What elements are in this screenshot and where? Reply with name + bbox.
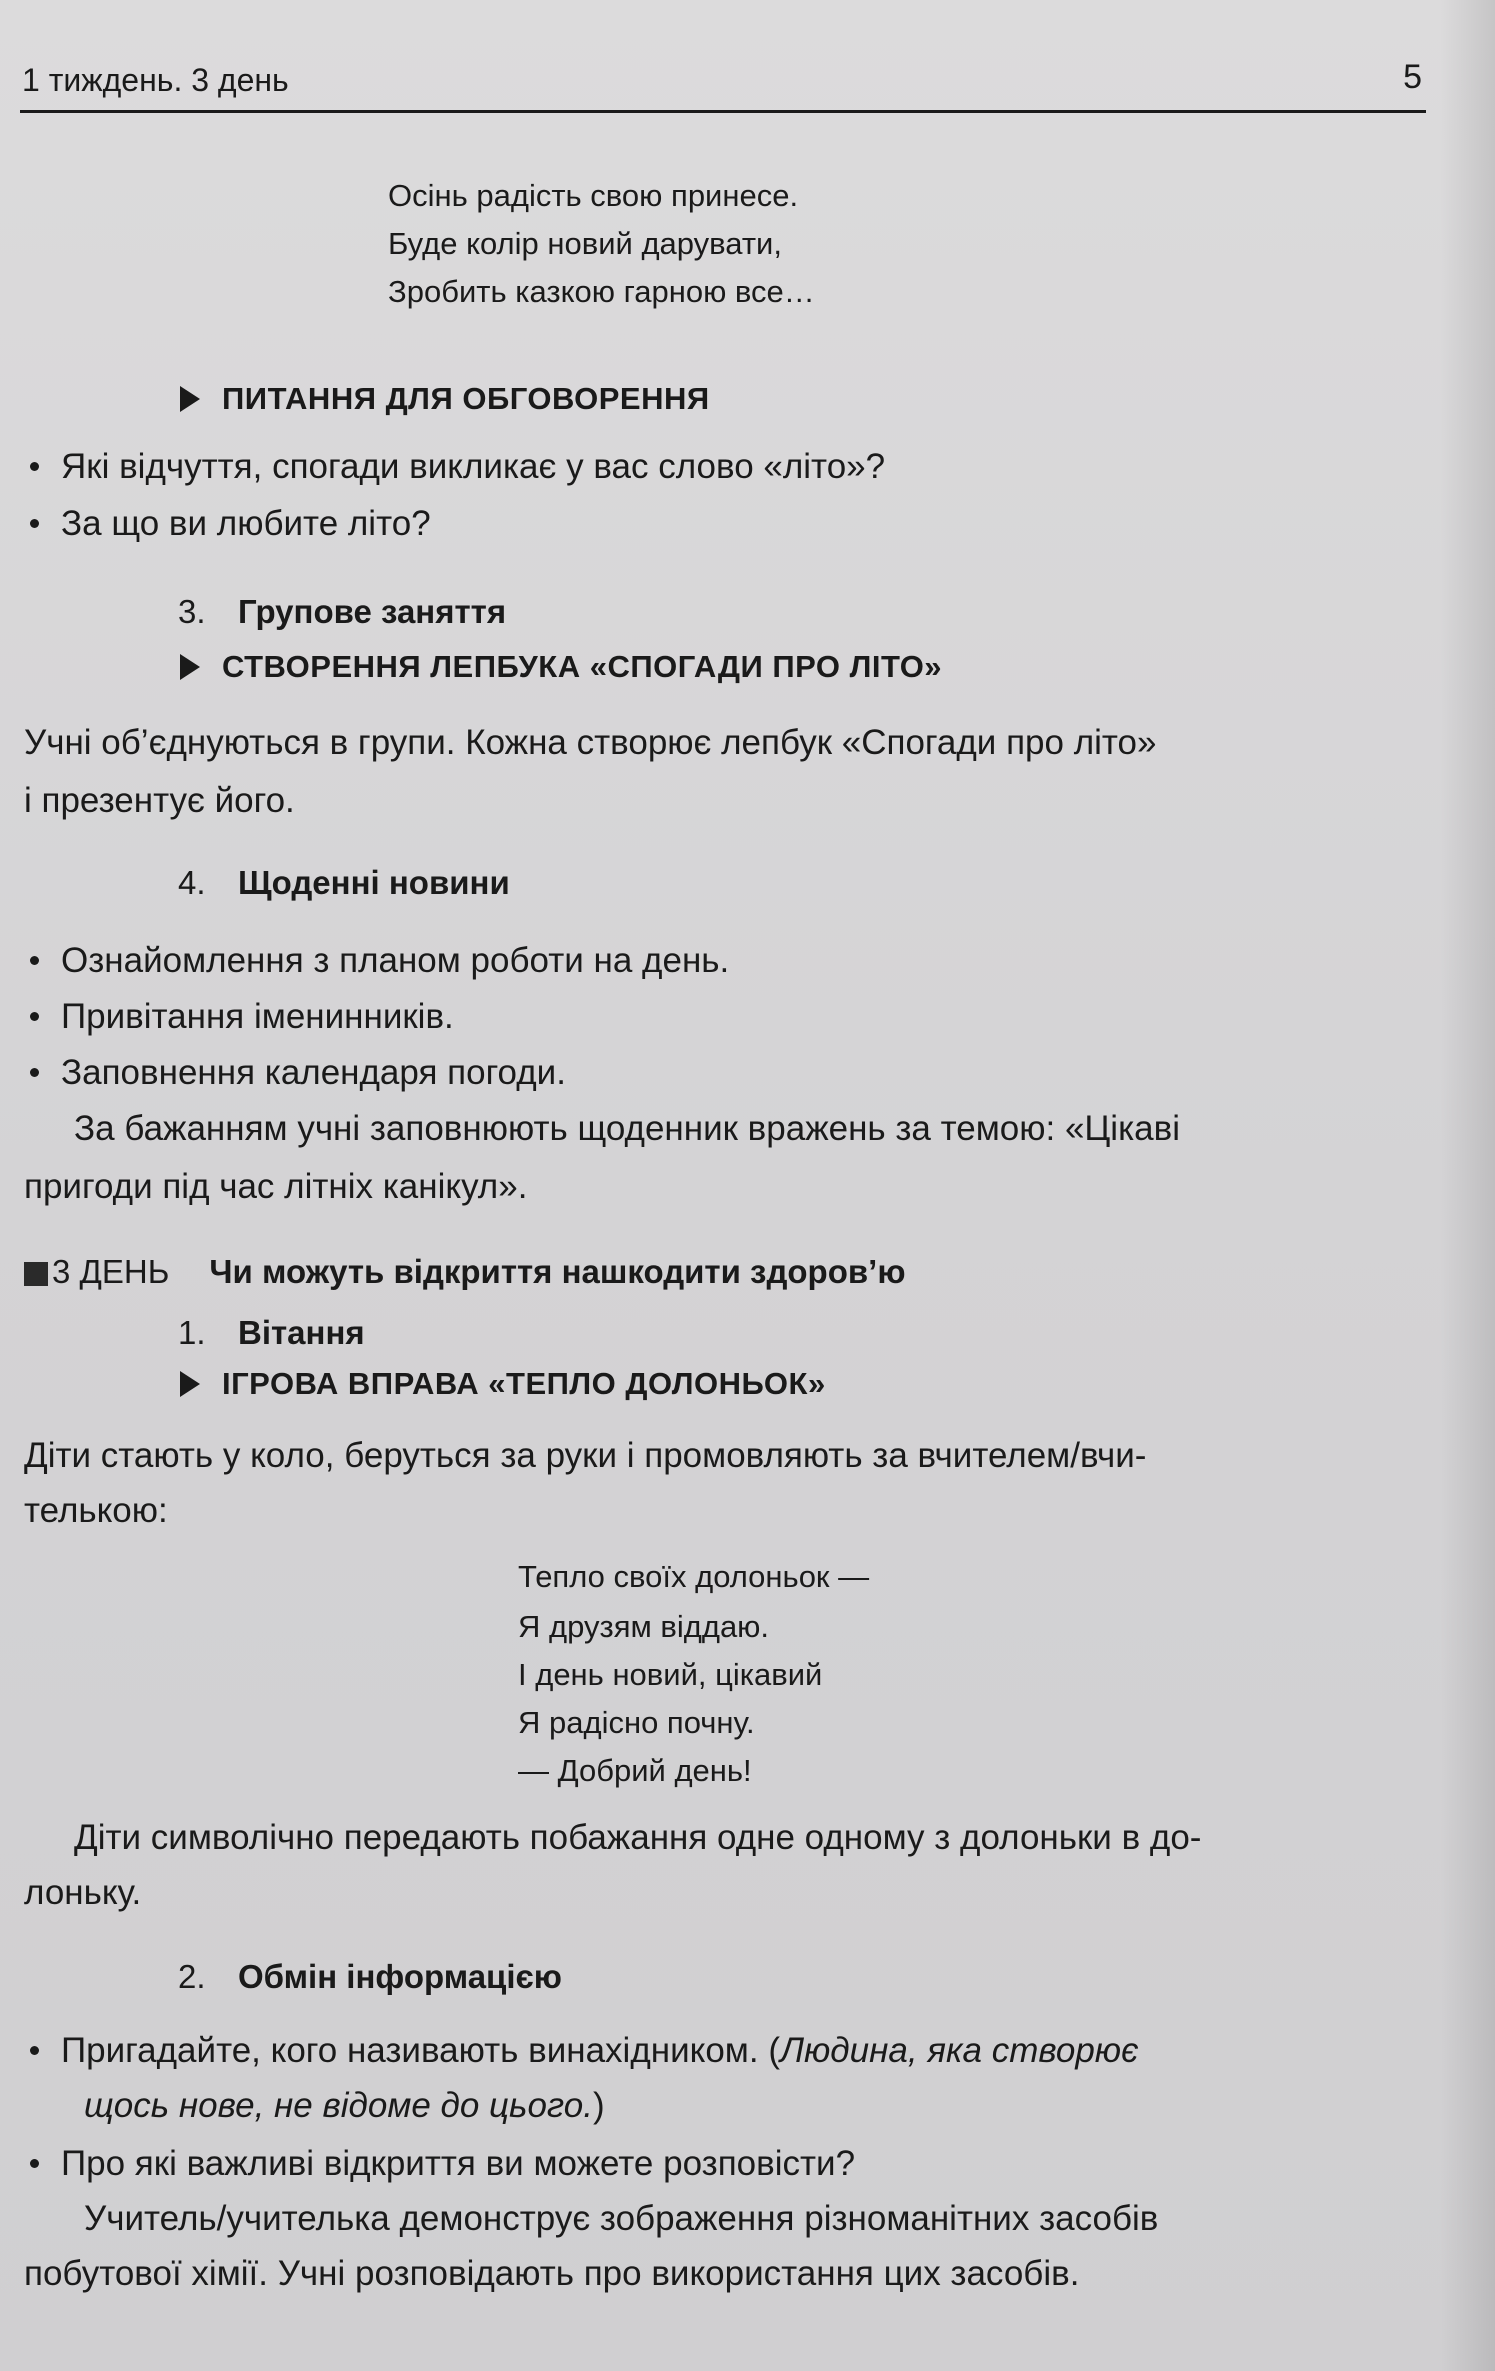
news-item: Ознайомлення з планом роботи на день. <box>30 940 729 982</box>
triangle-bullet-icon <box>180 1371 200 1397</box>
bullet-icon <box>30 519 39 528</box>
page-number: 5 <box>1403 58 1422 96</box>
discussion-question: Які відчуття, спогади викликає у вас слово «літо»? <box>30 446 885 488</box>
group-activity-heading: СТВОРЕННЯ ЛЕПБУКА «СПОГАДИ ПРО ЛІТО» <box>180 648 942 685</box>
running-title: 1 тиждень. 3 день <box>22 62 289 98</box>
group-text: і презентує його. <box>24 781 295 820</box>
bullet-icon <box>30 462 39 471</box>
page-header <box>22 52 1422 108</box>
poem2-line: — Добрий день! <box>518 1753 752 1788</box>
exchange-question-continuation: щось нове, не відоме до цього.) <box>84 2086 605 2125</box>
wishes-text: лоньку. <box>24 1873 142 1912</box>
section-group-heading: 3. Групове заняття <box>178 593 507 630</box>
news-item: Заповнення календаря погоди. <box>30 1052 566 1094</box>
page-edge-shadow <box>1440 0 1495 2371</box>
square-marker-icon <box>24 1262 48 1286</box>
group-text: Учні об’єднуються в групи. Кожна створює лепбук «Спогади про літо» <box>24 723 1157 762</box>
bullet-icon <box>30 956 39 965</box>
news-item: Привітання іменинників. <box>30 996 454 1038</box>
section-greeting-heading: 1. Вітання <box>178 1314 365 1351</box>
poem2-line: І день новий, цікавий <box>518 1657 823 1692</box>
news-text: За бажанням учні заповнюють щоденник вражень за темою: «Цікаві <box>74 1109 1180 1148</box>
news-text: пригоди під час літніх канікул». <box>24 1167 528 1206</box>
day-heading: 3 ДЕНЬ Чи можуть відкриття нашкодити здоров’ю <box>24 1252 906 1292</box>
poem2-line: Я радісно почну. <box>518 1705 755 1740</box>
bullet-icon <box>30 2046 39 2055</box>
greeting-text: телькою: <box>24 1491 168 1530</box>
triangle-bullet-icon <box>180 654 200 680</box>
section-exchange-heading: 2. Обмін інформацією <box>178 1958 562 1995</box>
exchange-question: Пригадайте, кого називають винахідником. (Людина, яка створює <box>30 2030 1138 2072</box>
bullet-icon <box>30 1012 39 1021</box>
bullet-icon <box>30 1068 39 1077</box>
section-news-heading: 4. Щоденні новини <box>178 864 510 901</box>
poem1-line: Осінь радість свою принесе. <box>388 178 799 213</box>
greeting-activity-heading: ІГРОВА ВПРАВА «ТЕПЛО ДОЛОНЬОК» <box>180 1365 826 1402</box>
discussion-question: За що ви любите літо? <box>30 503 431 545</box>
poem2-line: Я друзям віддаю. <box>518 1609 770 1644</box>
header-rule <box>20 110 1426 113</box>
wishes-text: Діти символічно передають побажання одне одному з долоньки в до- <box>74 1818 1202 1857</box>
discussion-heading: ПИТАННЯ ДЛЯ ОБГОВОРЕННЯ <box>180 380 710 417</box>
bullet-icon <box>30 2159 39 2168</box>
triangle-bullet-icon <box>180 386 200 412</box>
poem1-line: Буде колір новий дарувати, <box>388 226 782 261</box>
exchange-text: побутової хімії. Учні розповідають про використання цих засобів. <box>24 2254 1080 2293</box>
poem2-line: Тепло своїх долоньок — <box>518 1559 870 1594</box>
poem1-line: Зробить казкою гарною все… <box>388 274 815 309</box>
greeting-text: Діти стають у коло, беруться за руки і промовляють за вчителем/вчи- <box>24 1436 1147 1475</box>
exchange-text: Учитель/учителька демонструє зображення різноманітних засобів <box>84 2199 1159 2238</box>
exchange-question: Про які важливі відкриття ви можете розповісти? <box>30 2143 855 2185</box>
